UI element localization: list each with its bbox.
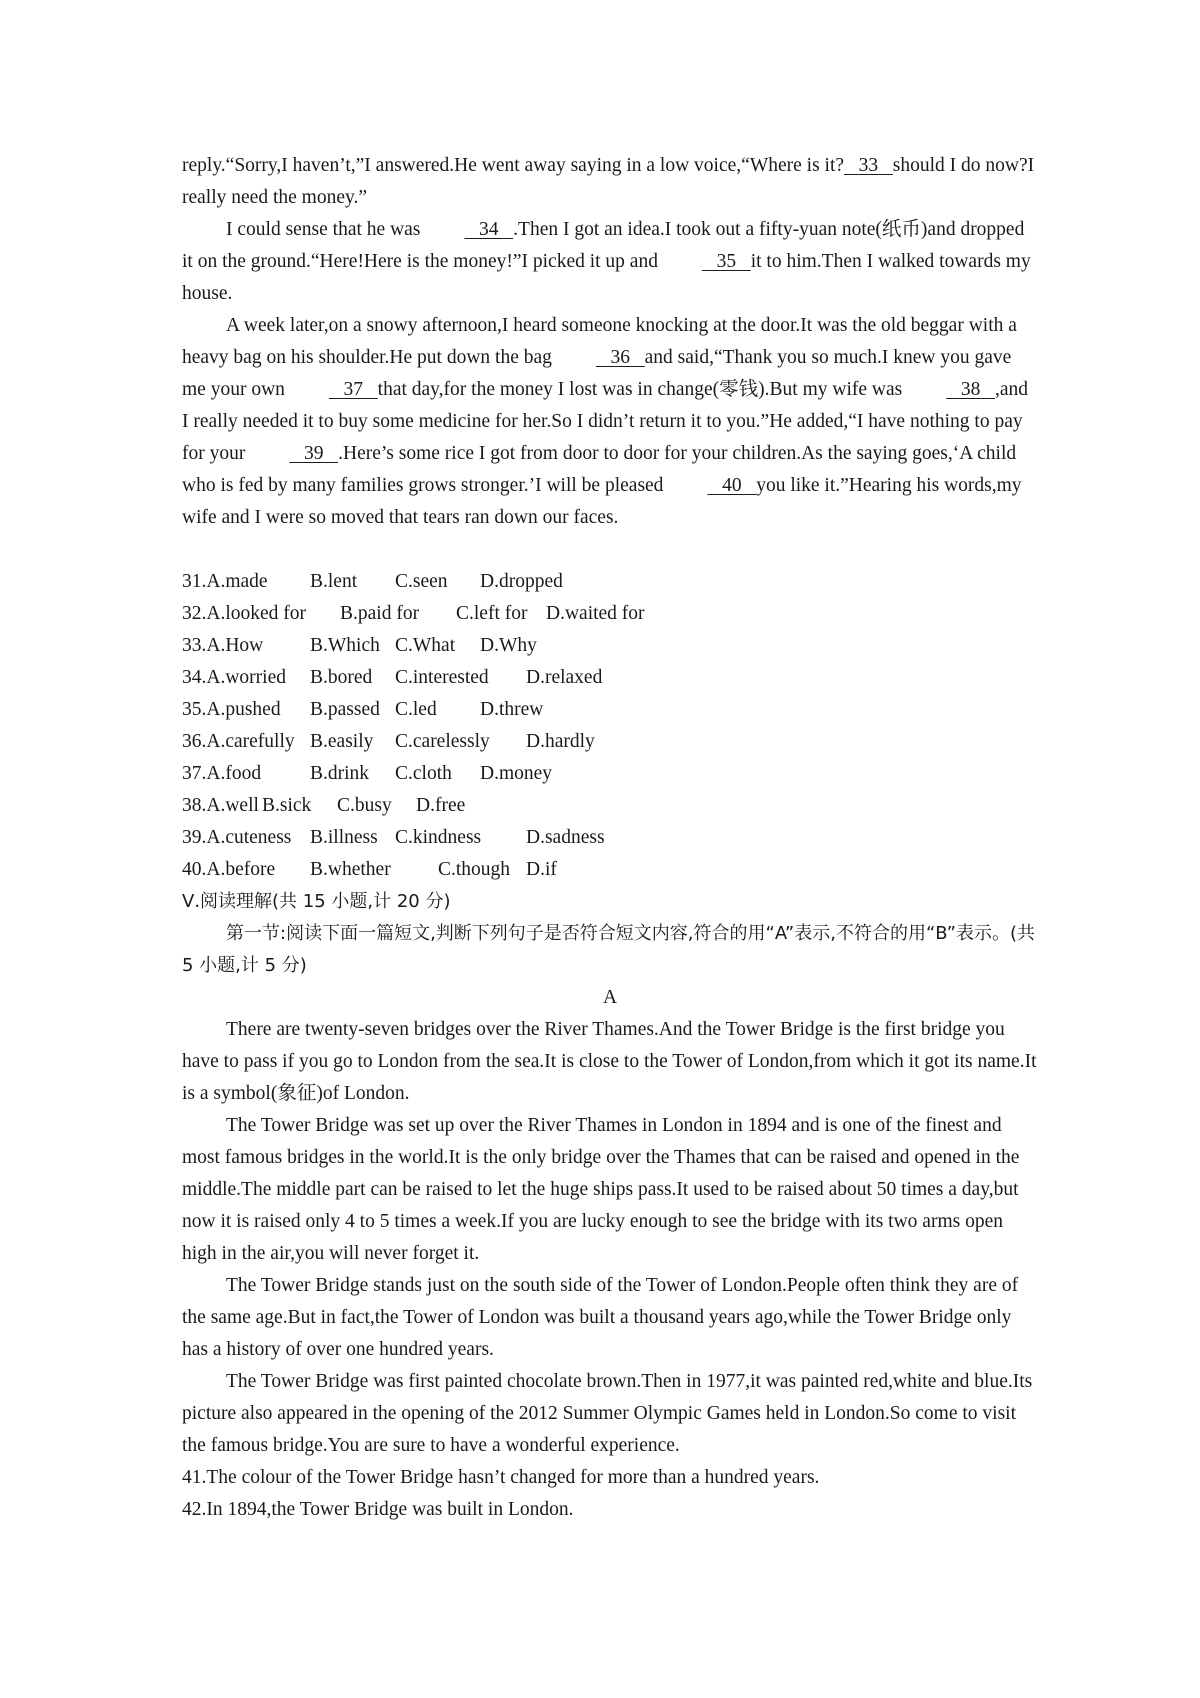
blank-39 bbox=[245, 438, 338, 470]
text-segment: ,and I really needed it to buy some medicine for her.So I didn’t return it to you.”He added,“I have nothing to pay for your bbox=[182, 379, 1029, 464]
option-b: B.paid for bbox=[340, 603, 420, 624]
passage-paragraph-2 bbox=[182, 214, 1038, 310]
option-a: 36.A.carefully bbox=[182, 731, 295, 752]
option-a: 32.A.looked for bbox=[182, 603, 307, 624]
reading-paragraph-4: The Tower Bridge was first painted chocolate brown.Then in 1977,it was painted red,white and blue.Its picture also appeared in the opening of the 2012 Summer Olympic Games held in London.So come to visit the famous bridge.You are sure to have a wonderful experience. bbox=[182, 1371, 1033, 1456]
option-row-34 bbox=[182, 662, 1038, 694]
passage-label: A bbox=[602, 987, 618, 1008]
blank-number: 40 bbox=[722, 475, 742, 496]
option-d: D.hardly bbox=[526, 731, 595, 752]
option-b: B.passed bbox=[310, 699, 380, 720]
blank-35 bbox=[658, 246, 751, 278]
passage-paragraph-3 bbox=[182, 310, 1038, 534]
option-b: B.Which bbox=[310, 635, 380, 656]
option-b: B.easily bbox=[310, 731, 374, 752]
reading-paragraph-3: The Tower Bridge stands just on the south side of the Tower of London.People often think they are of the same age.But in fact,the Tower of London was built a thousand years ago,while the Tower Bridge only has a history of over one hundred years. bbox=[182, 1275, 1019, 1360]
text-segment: reply.“Sorry,I haven’t,”I answered.He went away saying in a low voice,“Where is it? bbox=[182, 155, 845, 176]
text-segment: A week later,on a snowy afternoon,I heard someone knocking at the door.It was the old beggar with a heavy bag on his shoulder.He put down the bag bbox=[182, 315, 1017, 368]
option-c: C.kindness bbox=[395, 827, 482, 848]
exam-page bbox=[182, 150, 1038, 1526]
passage-paragraph-1 bbox=[182, 150, 1038, 214]
option-a: 40.A.before bbox=[182, 859, 276, 880]
blank-34 bbox=[420, 214, 513, 246]
option-c: C.What bbox=[395, 635, 456, 656]
text-segment: it to him.Then I walked towards my house. bbox=[182, 251, 1031, 304]
option-d: D.threw bbox=[480, 699, 544, 720]
option-row-37 bbox=[182, 758, 1038, 790]
blank-number: 37 bbox=[343, 379, 364, 400]
option-c: C.led bbox=[395, 699, 437, 720]
option-d: D.Why bbox=[480, 635, 537, 656]
reading-paragraph-1: There are twenty-seven bridges over the River Thames.And the Tower Bridge is the first bridge you have to pass if you go to London from the sea.It is close to the Tower of London,from which it got its name.It is a symbol(象征)of London. bbox=[182, 1019, 1037, 1104]
blank-number: 34 bbox=[479, 219, 499, 240]
option-row-36 bbox=[182, 726, 1038, 758]
option-b: B.sick bbox=[262, 795, 312, 816]
option-b: B.lent bbox=[310, 571, 358, 592]
option-a: 31.A.made bbox=[182, 571, 268, 592]
question-41: 41.The colour of the Tower Bridge hasn’t changed for more than a hundred years. bbox=[182, 1467, 820, 1488]
option-row-35 bbox=[182, 694, 1038, 726]
blank-number: 38 bbox=[960, 379, 981, 400]
option-a: 33.A.How bbox=[182, 635, 264, 656]
option-d: D.relaxed bbox=[526, 667, 603, 688]
text-segment: .Then I got an idea.I took out a fifty-yuan note(纸币)and dropped it on the ground.“Here!Here is the money!”I picked it up and bbox=[182, 219, 1025, 272]
option-d: D.sadness bbox=[526, 827, 605, 848]
question-42: 42.In 1894,the Tower Bridge was built in London. bbox=[182, 1499, 574, 1520]
blank-40 bbox=[663, 470, 756, 502]
blank-number: 36 bbox=[610, 347, 631, 368]
option-a: 39.A.cuteness bbox=[182, 827, 292, 848]
option-c: C.interested bbox=[395, 667, 489, 688]
option-row-32 bbox=[182, 598, 1038, 630]
option-a: 35.A.pushed bbox=[182, 699, 281, 720]
text-segment: and said,“Thank you so much.I knew you gave me your own bbox=[182, 347, 1012, 400]
option-b: B.drink bbox=[310, 763, 370, 784]
option-row-38 bbox=[182, 790, 1038, 822]
option-d: D.free bbox=[416, 795, 466, 816]
option-c: C.though bbox=[438, 859, 511, 880]
section-instruction: 第一节:阅读下面一篇短文,判断下列句子是否符合短文内容,符合的用“A”表示,不符合的用“B”表示。(共 5 小题,计 5 分) bbox=[182, 923, 1036, 976]
option-c: C.carelessly bbox=[395, 731, 490, 752]
option-row-31 bbox=[182, 566, 1038, 598]
option-c: C.cloth bbox=[395, 763, 452, 784]
blank-33 bbox=[844, 150, 893, 182]
blank-37 bbox=[285, 374, 378, 406]
option-c: C.busy bbox=[337, 795, 392, 816]
section-title: Ⅴ.阅读理解(共 15 小题,计 20 分) bbox=[182, 891, 451, 912]
text-segment: I could sense that he was bbox=[226, 219, 421, 240]
option-d: D.if bbox=[526, 859, 557, 880]
option-d: D.money bbox=[480, 763, 553, 784]
text-segment: should I do now?I really need the money.” bbox=[182, 155, 1035, 208]
option-b: B.illness bbox=[310, 827, 378, 848]
reading-paragraph-2: The Tower Bridge was set up over the River Thames in London in 1894 and is one of the finest and most famous bridges in the world.It is the only bridge over the Thames that can be raised and opened in the middle.The middle part can be raised to let the huge ships pass.It used to be raised about 50 times a day,but now it is raised only 4 to 5 times a week.If you are lucky enough to see the bridge with its two arms open high in the air,you will never forget it. bbox=[182, 1115, 1020, 1264]
blank-number: 35 bbox=[716, 251, 737, 272]
option-row-33 bbox=[182, 630, 1038, 662]
blank-number: 39 bbox=[303, 443, 324, 464]
option-a: 37.A.food bbox=[182, 763, 262, 784]
option-c: C.seen bbox=[395, 571, 448, 592]
option-b: B.bored bbox=[310, 667, 373, 688]
option-a: 34.A.worried bbox=[182, 667, 286, 688]
blank-38 bbox=[902, 374, 995, 406]
option-b: B.whether bbox=[310, 859, 391, 880]
option-row-40 bbox=[182, 854, 1038, 886]
option-d: D.waited for bbox=[546, 603, 645, 624]
option-a: 38.A.well bbox=[182, 795, 259, 816]
text-segment: that day,for the money I lost was in change(零钱).But my wife was bbox=[377, 379, 903, 400]
blank-number: 33 bbox=[858, 155, 879, 176]
blank-36 bbox=[552, 342, 645, 374]
option-row-39 bbox=[182, 822, 1038, 854]
text-segment: you like it.”Hearing his words,my wife and I were so moved that tears ran down our faces. bbox=[182, 475, 1022, 528]
option-d: D.dropped bbox=[480, 571, 563, 592]
text-segment: .Here’s some rice I got from door to door for your children.As the saying goes,‘A child who is fed by many families grows stronger.’I will be pleased bbox=[182, 443, 1017, 496]
cloze-options bbox=[182, 566, 1038, 886]
option-c: C.left for bbox=[456, 603, 528, 624]
